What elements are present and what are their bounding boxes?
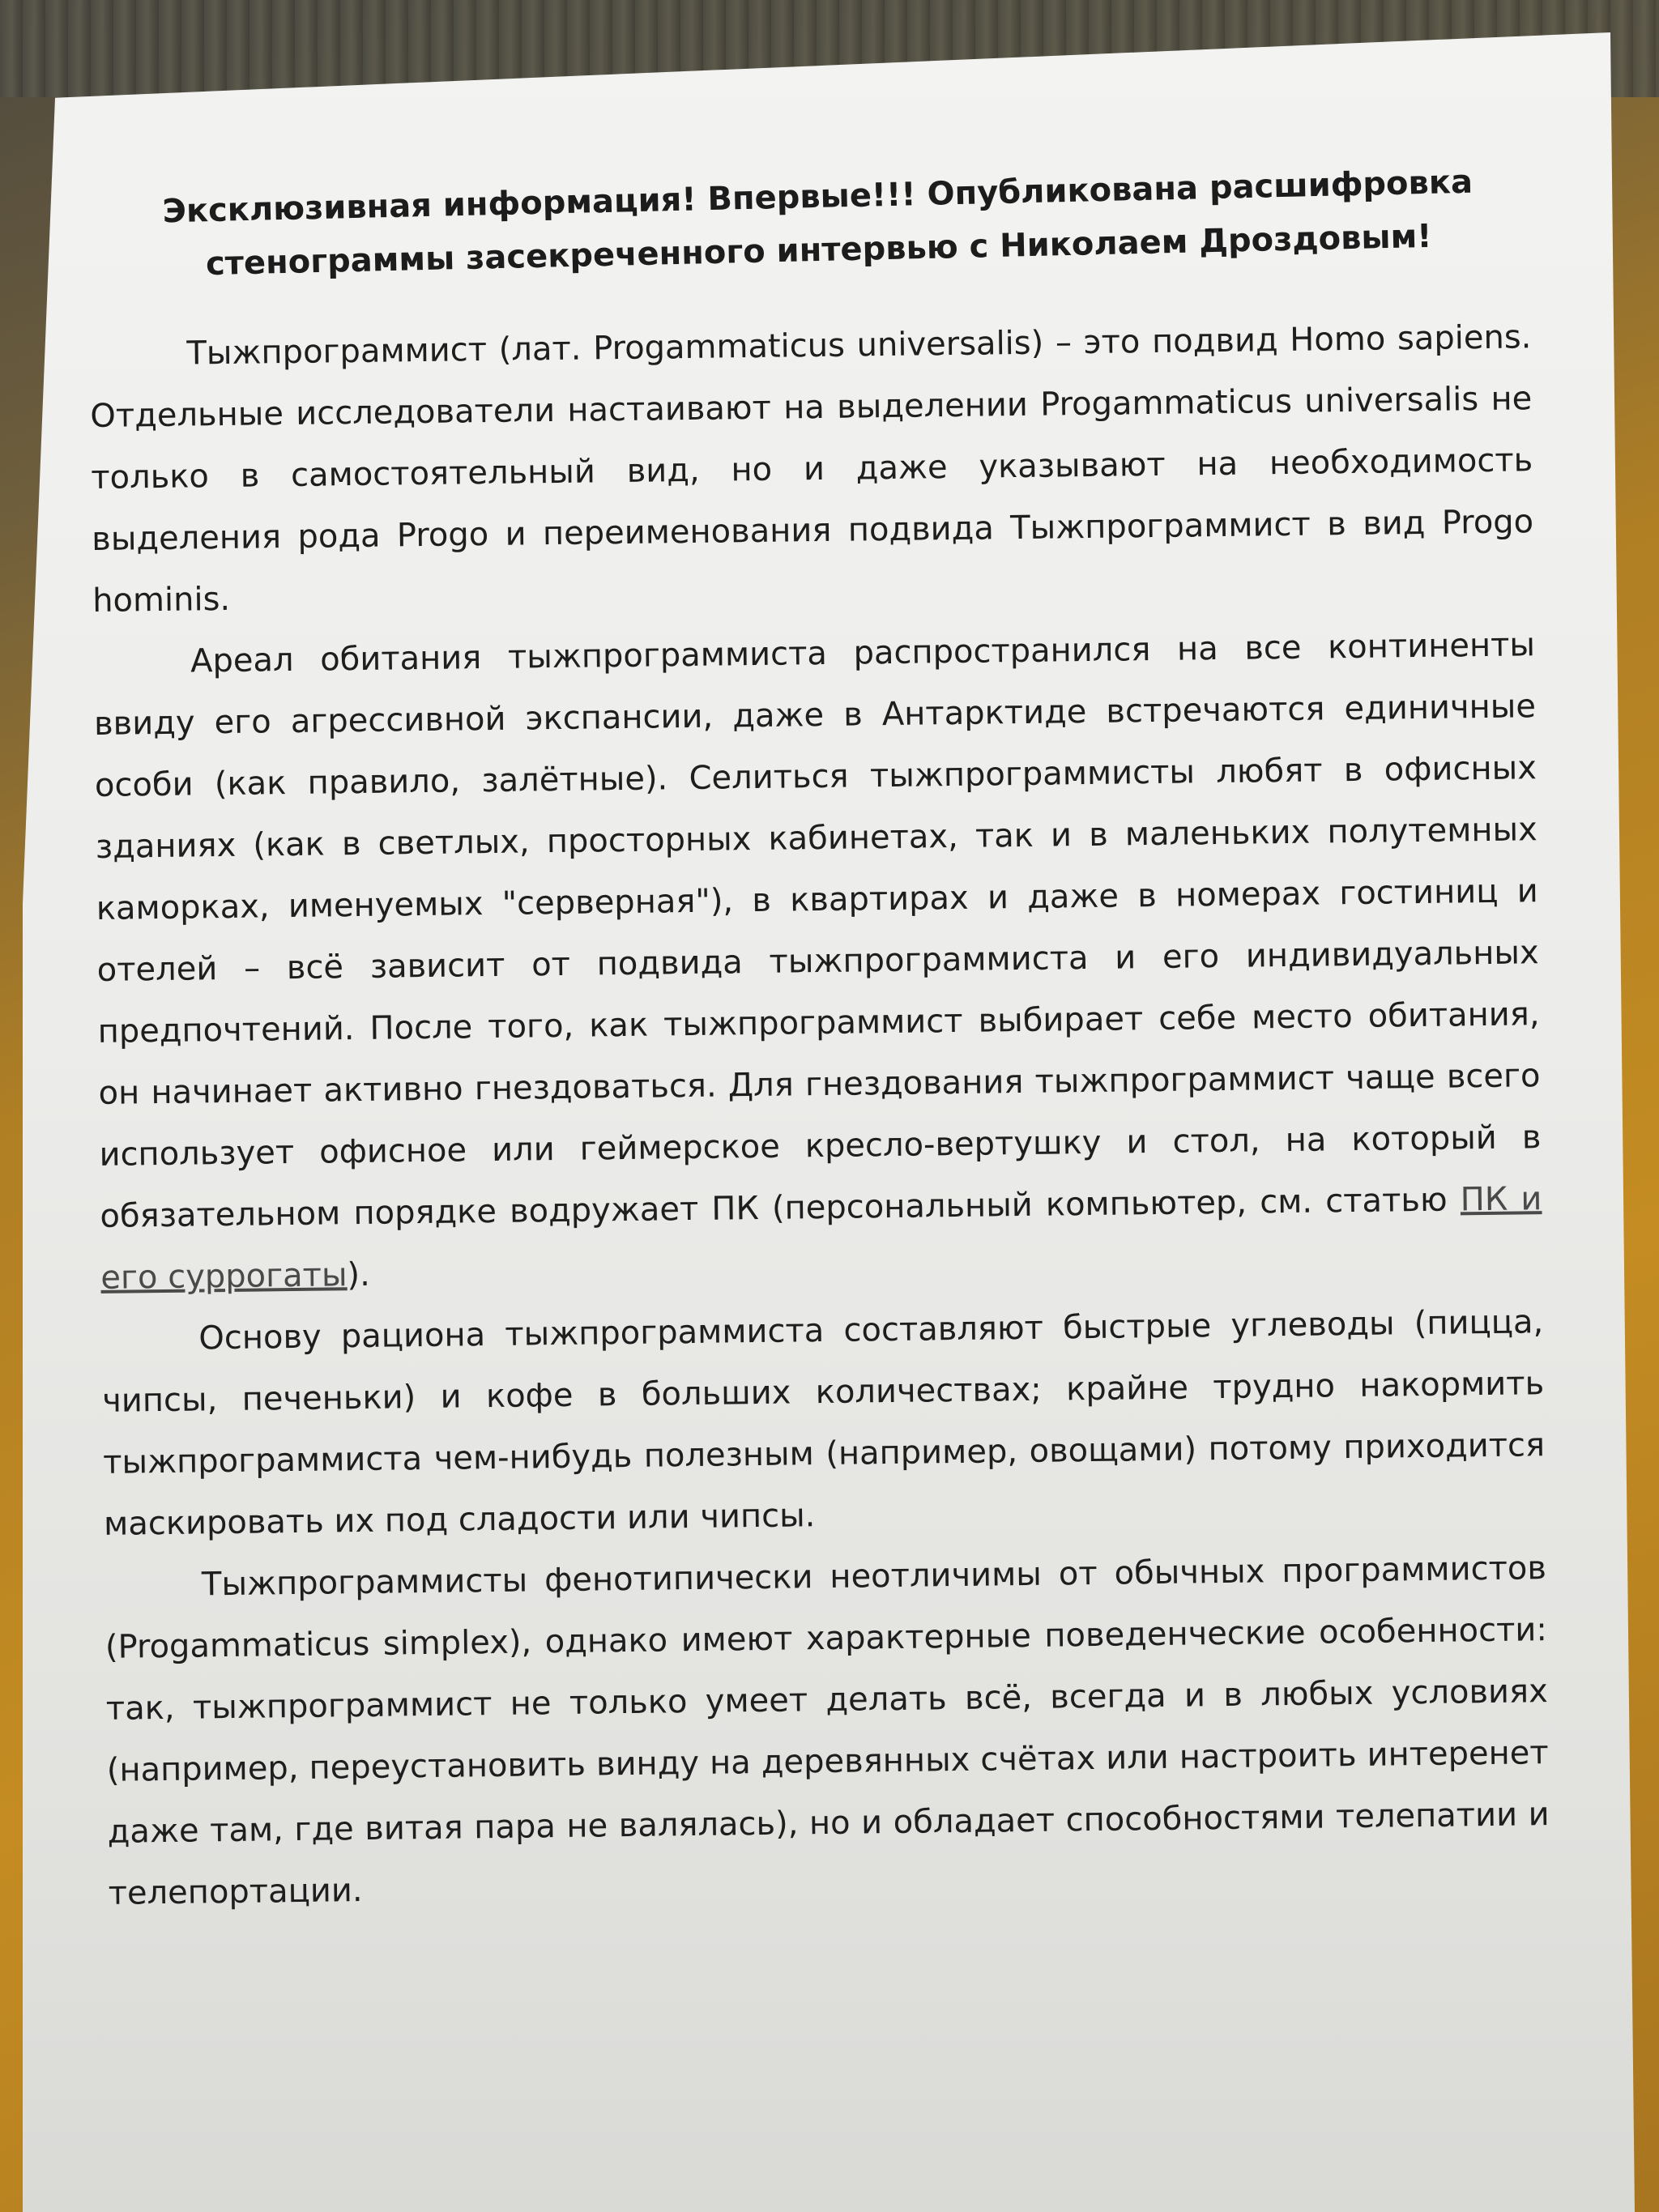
paragraph-2 [93, 614, 1543, 1309]
article-link[interactable]: ПК и его суррогаты [100, 1180, 1542, 1297]
paragraph-1: Тыжпрограммист (лат. Progammaticus universalis) – это подвид Homo sapiens. Отдельные исследователи настаивают на выделении Progammaticus universalis не только в самостоятельный вид, но и даже указывают на необходимость выделения рода Progo и переименования подвида Тыжпрограммист в вид Progo hominis. [90, 318, 1534, 620]
document-body [89, 306, 1550, 1924]
paragraph-2-end: ). [347, 1255, 371, 1294]
paragraph-3: Основу рациона тыжпрограммиста составляют быстрые углеводы (пицца, чипсы, печеньки) и кофе в больших количествах; крайне трудно накормить тыжпрограммиста чем-нибудь полезным (например, овощами) потому приходится маскировать их под сладости или чипсы. [101, 1303, 1546, 1543]
paragraph-2-text: Ареал обитания тыжпрограммиста распространился на все континенты ввиду его агрессивной экспансии, даже в Антарктиде встречаются единичные особи (как правило, залётные). Селиться тыжпрограммисты любят в офисных зданиях (как в светлых, просторных кабинетах, так и в маленьких полутемных каморках, именуемых "серверная"), в квартирах и даже в номерах гостиниц и отелей – всё зависит от подвида тыжпрограммиста и его индивидуальных предпочтений. После того, как тыжпрограммист выбирает себе место обитания, он начинает активно гнездоваться. Для гнездования тыжпрограммист чаще всего использует офисное или геймерское кресло-вертушку и стол, на который в обязательном порядке водружает ПК (персональный компьютер, см. статью [93, 626, 1542, 1235]
paragraph-4: Тыжпрограммисты фенотипически неотличимы от обычных программистов (Progammaticus simplex), однако имеют характерные поведенческие особенности: так, тыжпрограммист не только умеет делать всё, всегда и в любых условиях (например, переустановить винду на деревянных счётах или настроить интеренет даже там, где витая пара не валялась), но и обладает способностями телепатии и телепортации. [104, 1549, 1550, 1912]
document-title: Эксклюзивная информация! Впервые!!! Опубликована расшифровка стенограммы засекреченного интервью с Николаем Дроздовым! [162, 163, 1473, 283]
